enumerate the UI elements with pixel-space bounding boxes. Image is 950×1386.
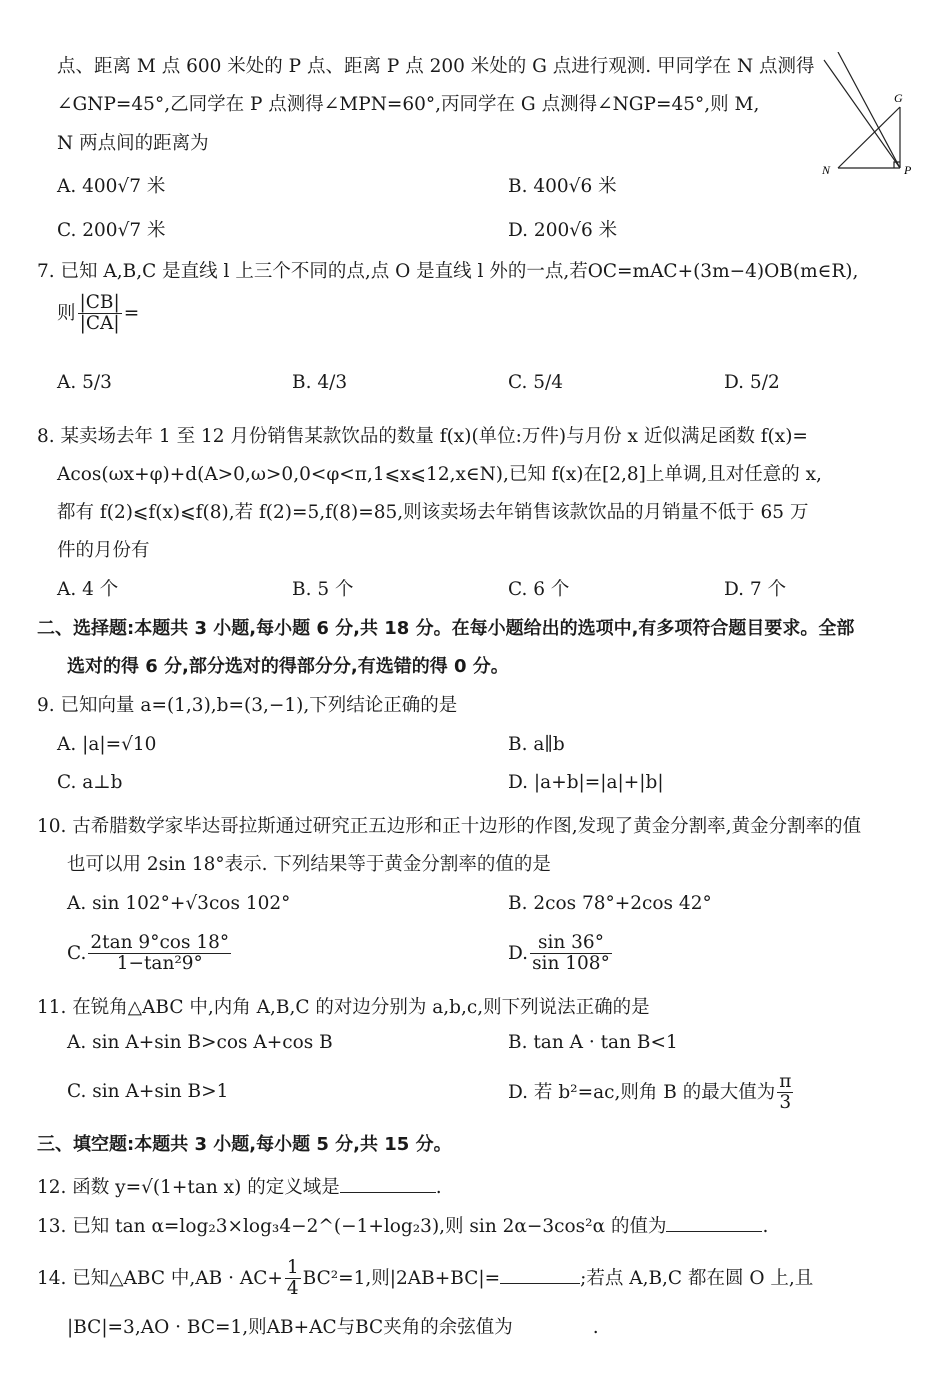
- q10-option-b: B. 2cos 78°+2cos 42°: [508, 893, 712, 914]
- q7-option-d: D. 5/2: [724, 372, 780, 393]
- q6-option-c: C. 200√7 米: [57, 220, 166, 241]
- q7-ratio: 则 $\frac{|CB|}{|CA|}$ =: [57, 292, 140, 335]
- q11-stem: 11. 在锐角△ABC 中,内角 A,B,C 的对边分别为 a,b,c,则下列说法正确的是: [37, 997, 650, 1018]
- figure-label-p: P: [904, 163, 912, 177]
- q10-option-d: D. $\frac{\sin 36^\circ}{\sin 108^\circ}$: [508, 932, 610, 975]
- q11-option-a: A. sin A+sin B>cos A+cos B: [67, 1032, 333, 1053]
- q6-option-d: D. 200√6 米: [508, 220, 618, 241]
- q13-stem: 13. 已知 tan α=log₂3×log₃4−2^(−1+log₂3),则 sin 2α−3cos²α 的值为 .: [37, 1216, 769, 1237]
- figure-label-g: G: [894, 91, 903, 105]
- q11-option-b: B. tan A · tan B<1: [508, 1032, 678, 1053]
- q7-option-c: C. 5/4: [508, 372, 564, 393]
- section-2-heading-cont: 选对的得 6 分,部分选对的得部分分,有选错的得 0 分。: [67, 656, 509, 677]
- section-2-heading: 二、选择题:本题共 3 小题,每小题 6 分,共 18 分。在每小题给出的选项中,有多项符合题目要求。全部: [37, 618, 855, 639]
- q6-line-2: ∠GNP=45°,乙同学在 P 点测得∠MPN=60°,丙同学在 G 点测得∠NGP=45°,则 M,: [57, 94, 760, 115]
- q14-answer-blank-2[interactable]: [513, 1332, 593, 1333]
- q8-line-4: 件的月份有: [57, 540, 150, 561]
- q6-line-3: N 两点间的距离为: [57, 133, 209, 154]
- q8-line-1: 8. 某卖场去年 1 至 12 月份销售某款饮品的数量 f(x)(单位:万件)与月份 x 近似满足函数 f(x)=: [37, 426, 808, 447]
- q8-option-b: B. 5 个: [292, 579, 354, 600]
- q14-line-1: 14. 已知△ABC 中,AB · AC+ $\frac{1}{4}$ BC²=1,则|2AB+BC|= ;若点 A,B,C 都在圆 O 上,且: [37, 1257, 814, 1300]
- q6-line-1: 点、距离 M 点 600 米处的 P 点、距离 P 点 200 米处的 G 点进行观测. 甲同学在 N 点测得: [57, 56, 815, 77]
- q8-option-a: A. 4 个: [57, 579, 119, 600]
- q9-option-b: B. a∥b: [508, 734, 565, 755]
- q12-stem: 12. 函数 y=√(1+tan x) 的定义域是 .: [37, 1177, 442, 1198]
- figure-label-n: N: [822, 163, 831, 177]
- q11-option-c: C. sin A+sin B>1: [67, 1081, 229, 1102]
- q11-option-d: D. 若 b²=ac,则角 B 的最大值为 $\frac{\pi}{3}$: [508, 1071, 792, 1114]
- q9-option-d: D. |a+b|=|a|+|b|: [508, 772, 664, 793]
- q10-line-2: 也可以用 2sin 18°表示. 下列结果等于黄金分割率的值的是: [67, 854, 551, 875]
- q9-option-a: A. |a|=√10: [57, 734, 157, 755]
- q8-line-3: 都有 f(2)⩽f(x)⩽f(8),若 f(2)=5,f(8)=85,则该卖场去年销售该款饮品的月销量不低于 65 万: [57, 502, 809, 523]
- q9-stem: 9. 已知向量 a=(1,3),b=(3,−1),下列结论正确的是: [37, 695, 458, 716]
- q7-option-a: A. 5/3: [57, 372, 112, 393]
- section-3-heading: 三、填空题:本题共 3 小题,每小题 5 分,共 15 分。: [37, 1134, 452, 1155]
- q10-line-1: 10. 古希腊数学家毕达哥拉斯通过研究正五边形和正十边形的作图,发现了黄金分割率,黄金分割率的值: [37, 816, 862, 837]
- q6-option-b: B. 400√6 米: [508, 176, 617, 197]
- q10-option-c: C. $\frac{2\tan 9^\circ\cos 18^\circ}{\text{1−tan²9°}}$: [67, 932, 230, 975]
- q8-option-c: C. 6 个: [508, 579, 570, 600]
- q8-option-d: D. 7 个: [724, 579, 787, 600]
- q14-answer-blank-1[interactable]: [500, 1283, 580, 1284]
- q7-fraction: $\frac{|CB|}{|CA|}$: [79, 292, 120, 335]
- q7-option-b: B. 4/3: [292, 372, 348, 393]
- q9-option-c: C. a⊥b: [57, 772, 123, 793]
- q12-answer-blank[interactable]: [340, 1192, 436, 1193]
- q10-option-a: A. sin 102°+√3cos 102°: [67, 893, 291, 914]
- q7-stem: 7. 已知 A,B,C 是直线 l 上三个不同的点,点 O 是直线 l 外的一点,若OC=mAC+(3m−4)OB(m∈R),: [37, 261, 859, 282]
- q6-geometry-figure: [820, 52, 920, 182]
- q13-answer-blank[interactable]: [666, 1231, 762, 1232]
- q6-option-a: A. 400√7 米: [57, 176, 166, 197]
- q14-line-2: |BC|=3,AO · BC=1,则AB+AC与BC夹角的余弦值为 .: [67, 1317, 599, 1338]
- q8-line-2: Acos(ωx+φ)+d(A>0,ω>0,0<φ<π,1⩽x⩽12,x∈N),已知 f(x)在[2,8]上单调,且对任意的 x,: [57, 464, 822, 485]
